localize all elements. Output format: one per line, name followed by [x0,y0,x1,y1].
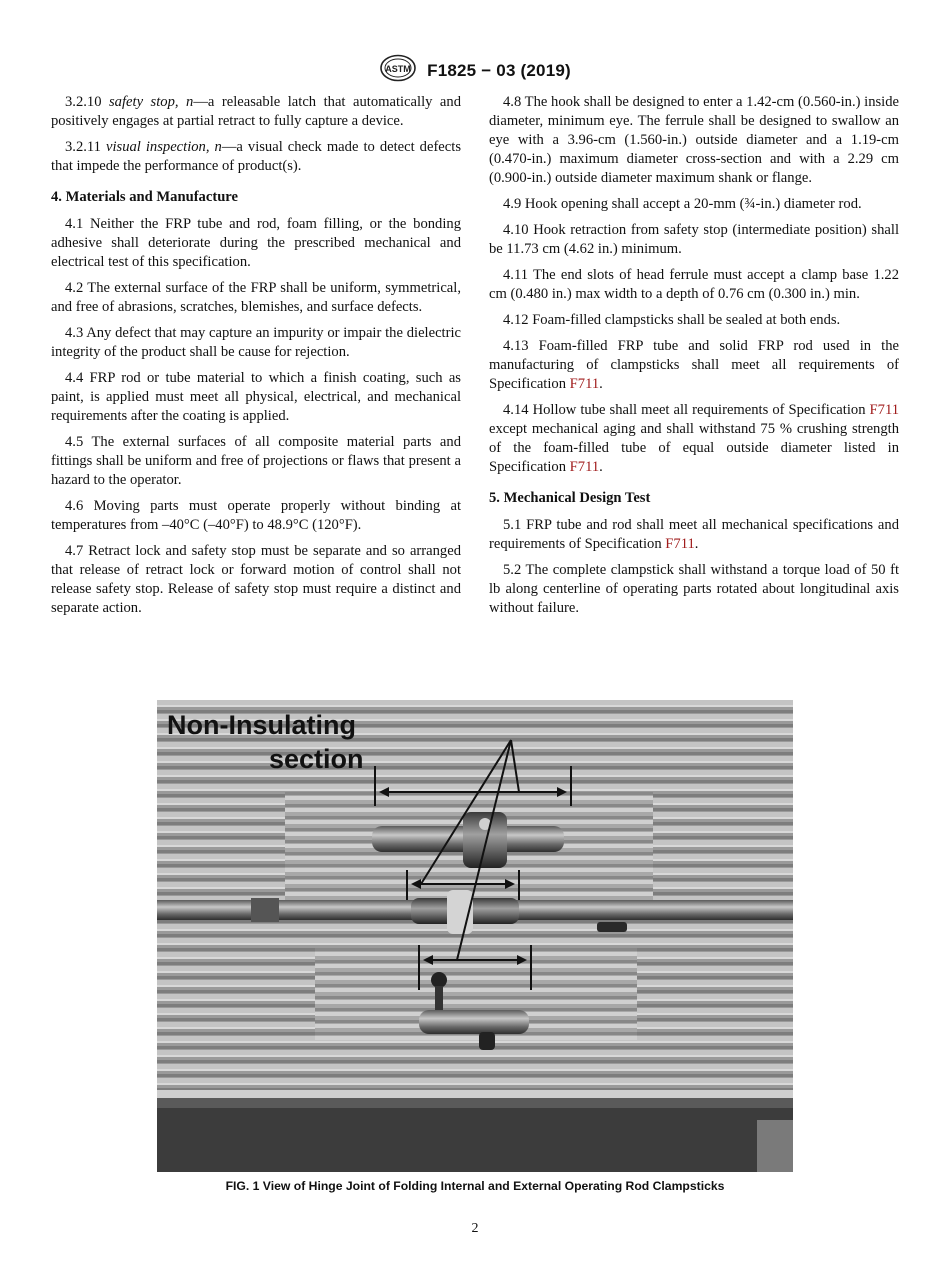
left-column [51,93,461,625]
paragraph-4-11: 4.11 The end slots of head ferrule must accept a clamp base 1.22 cm (0.480 in.) max width to a depth of 0.76 cm (0.300 in.) min. [489,267,899,302]
paragraph-4-10: 4.10 Hook retraction from safety stop (intermediate position) shall be 11.73 cm (4.62 in.) minimum. [489,222,899,257]
right-column [489,93,899,625]
page-header [0,54,950,84]
reference-link-f711[interactable]: F711 [869,402,899,418]
section-heading-mechanical-design: 5. Mechanical Design Test [489,490,651,506]
definition-visual-inspection: 3.2.11 visual inspection, n—a visual check made to detect defects that impede the performance of product(s). [51,139,461,174]
svg-text:ASTM: ASTM [385,64,411,74]
definition-safety-stop: 3.2.10 safety stop, n—a releasable latch that automatically and positively engages at partial retract to fully capture a device. [51,94,461,129]
reference-link-f711[interactable]: F711 [665,536,695,552]
paragraph-4-5: 4.5 The external surfaces of all composite material parts and fittings shall be uniform and free of projections or flaws that present a hazard to the operator. [51,434,461,488]
standard-designation: F1825 − 03 (2019) [427,60,571,80]
section-heading-materials: 4. Materials and Manufacture [51,189,238,205]
page-number: 2 [471,1221,479,1236]
paragraph-4-13: 4.13 Foam-filled FRP tube and solid FRP rod used in the manufacturing of clampsticks shall meet all requirements of Specification F711. [489,338,899,392]
paragraph-4-6: 4.6 Moving parts must operate properly without binding at temperatures from –40°C (–40°F) to 48.9°C (120°F). [51,498,461,533]
paragraph-4-3: 4.3 Any defect that may capture an impurity or impair the dielectric integrity of the product shall be cause for rejection. [51,325,461,360]
figure-label-line1: Non-Insulating [167,710,356,740]
figure-caption: FIG. 1 View of Hinge Joint of Folding Internal and External Operating Rod Clampsticks [225,1179,725,1193]
paragraph-4-14: 4.14 Hollow tube shall meet all requirements of Specification F711 except mechanical aging and shall withstand 75 % crushing strength of the foam-filled tube of equal outside diameter listed in Specification F711. [489,402,899,475]
paragraph-4-12: 4.12 Foam-filled clampsticks shall be sealed at both ends. [503,312,841,328]
astm-logo-icon [379,54,417,87]
reference-link-f711[interactable]: F711 [569,459,600,475]
reference-link-f711[interactable]: F711 [569,376,600,392]
figure-photo [157,700,793,1172]
paragraph-5-2: 5.2 The complete clampstick shall withstand a torque load of 50 ft lb along centerline of operating parts rotated about longitudinal axis without failure. [489,562,899,616]
figure-label-line2: section [269,744,364,774]
paragraph-4-9: 4.9 Hook opening shall accept a 20-mm (¾-in.) diameter rod. [503,196,862,212]
hinge-joint-photo [157,700,793,1172]
paragraph-4-2: 4.2 The external surface of the FRP shall be uniform, symmetrical, and free of abrasions, scratches, blemishes, and surface defects. [51,280,461,315]
paragraph-4-7: 4.7 Retract lock and safety stop must be separate and so arranged that release of retract lock or forward motion of control shall not release safety stop. Release of safety stop must require a distinct and separate action. [51,543,461,616]
paragraph-4-4: 4.4 FRP rod or tube material to which a finish coating, such as paint, is applied must meet all physical, electrical, and mechanical requirements after the coating is applied. [51,370,461,424]
paragraph-4-1: 4.1 Neither the FRP tube and rod, foam filling, or the bonding adhesive shall deteriorate during the prescribed mechanical and electrical test of this specification. [51,216,461,270]
paragraph-5-1: 5.1 FRP tube and rod shall meet all mechanical specifications and requirements of Specification F711. [489,517,899,552]
paragraph-4-8: 4.8 The hook shall be designed to enter a 1.42-cm (0.560-in.) inside diameter, minimum eye. The ferrule shall be designed to swallow an eye with a 3.96-cm (1.560-in.) outside diameter and a 1.19-cm (0.470-in.) maximum diameter cross-section and with a 2.29 cm (0.900-in.) outside diameter maximum shank or flange. [489,94,899,186]
